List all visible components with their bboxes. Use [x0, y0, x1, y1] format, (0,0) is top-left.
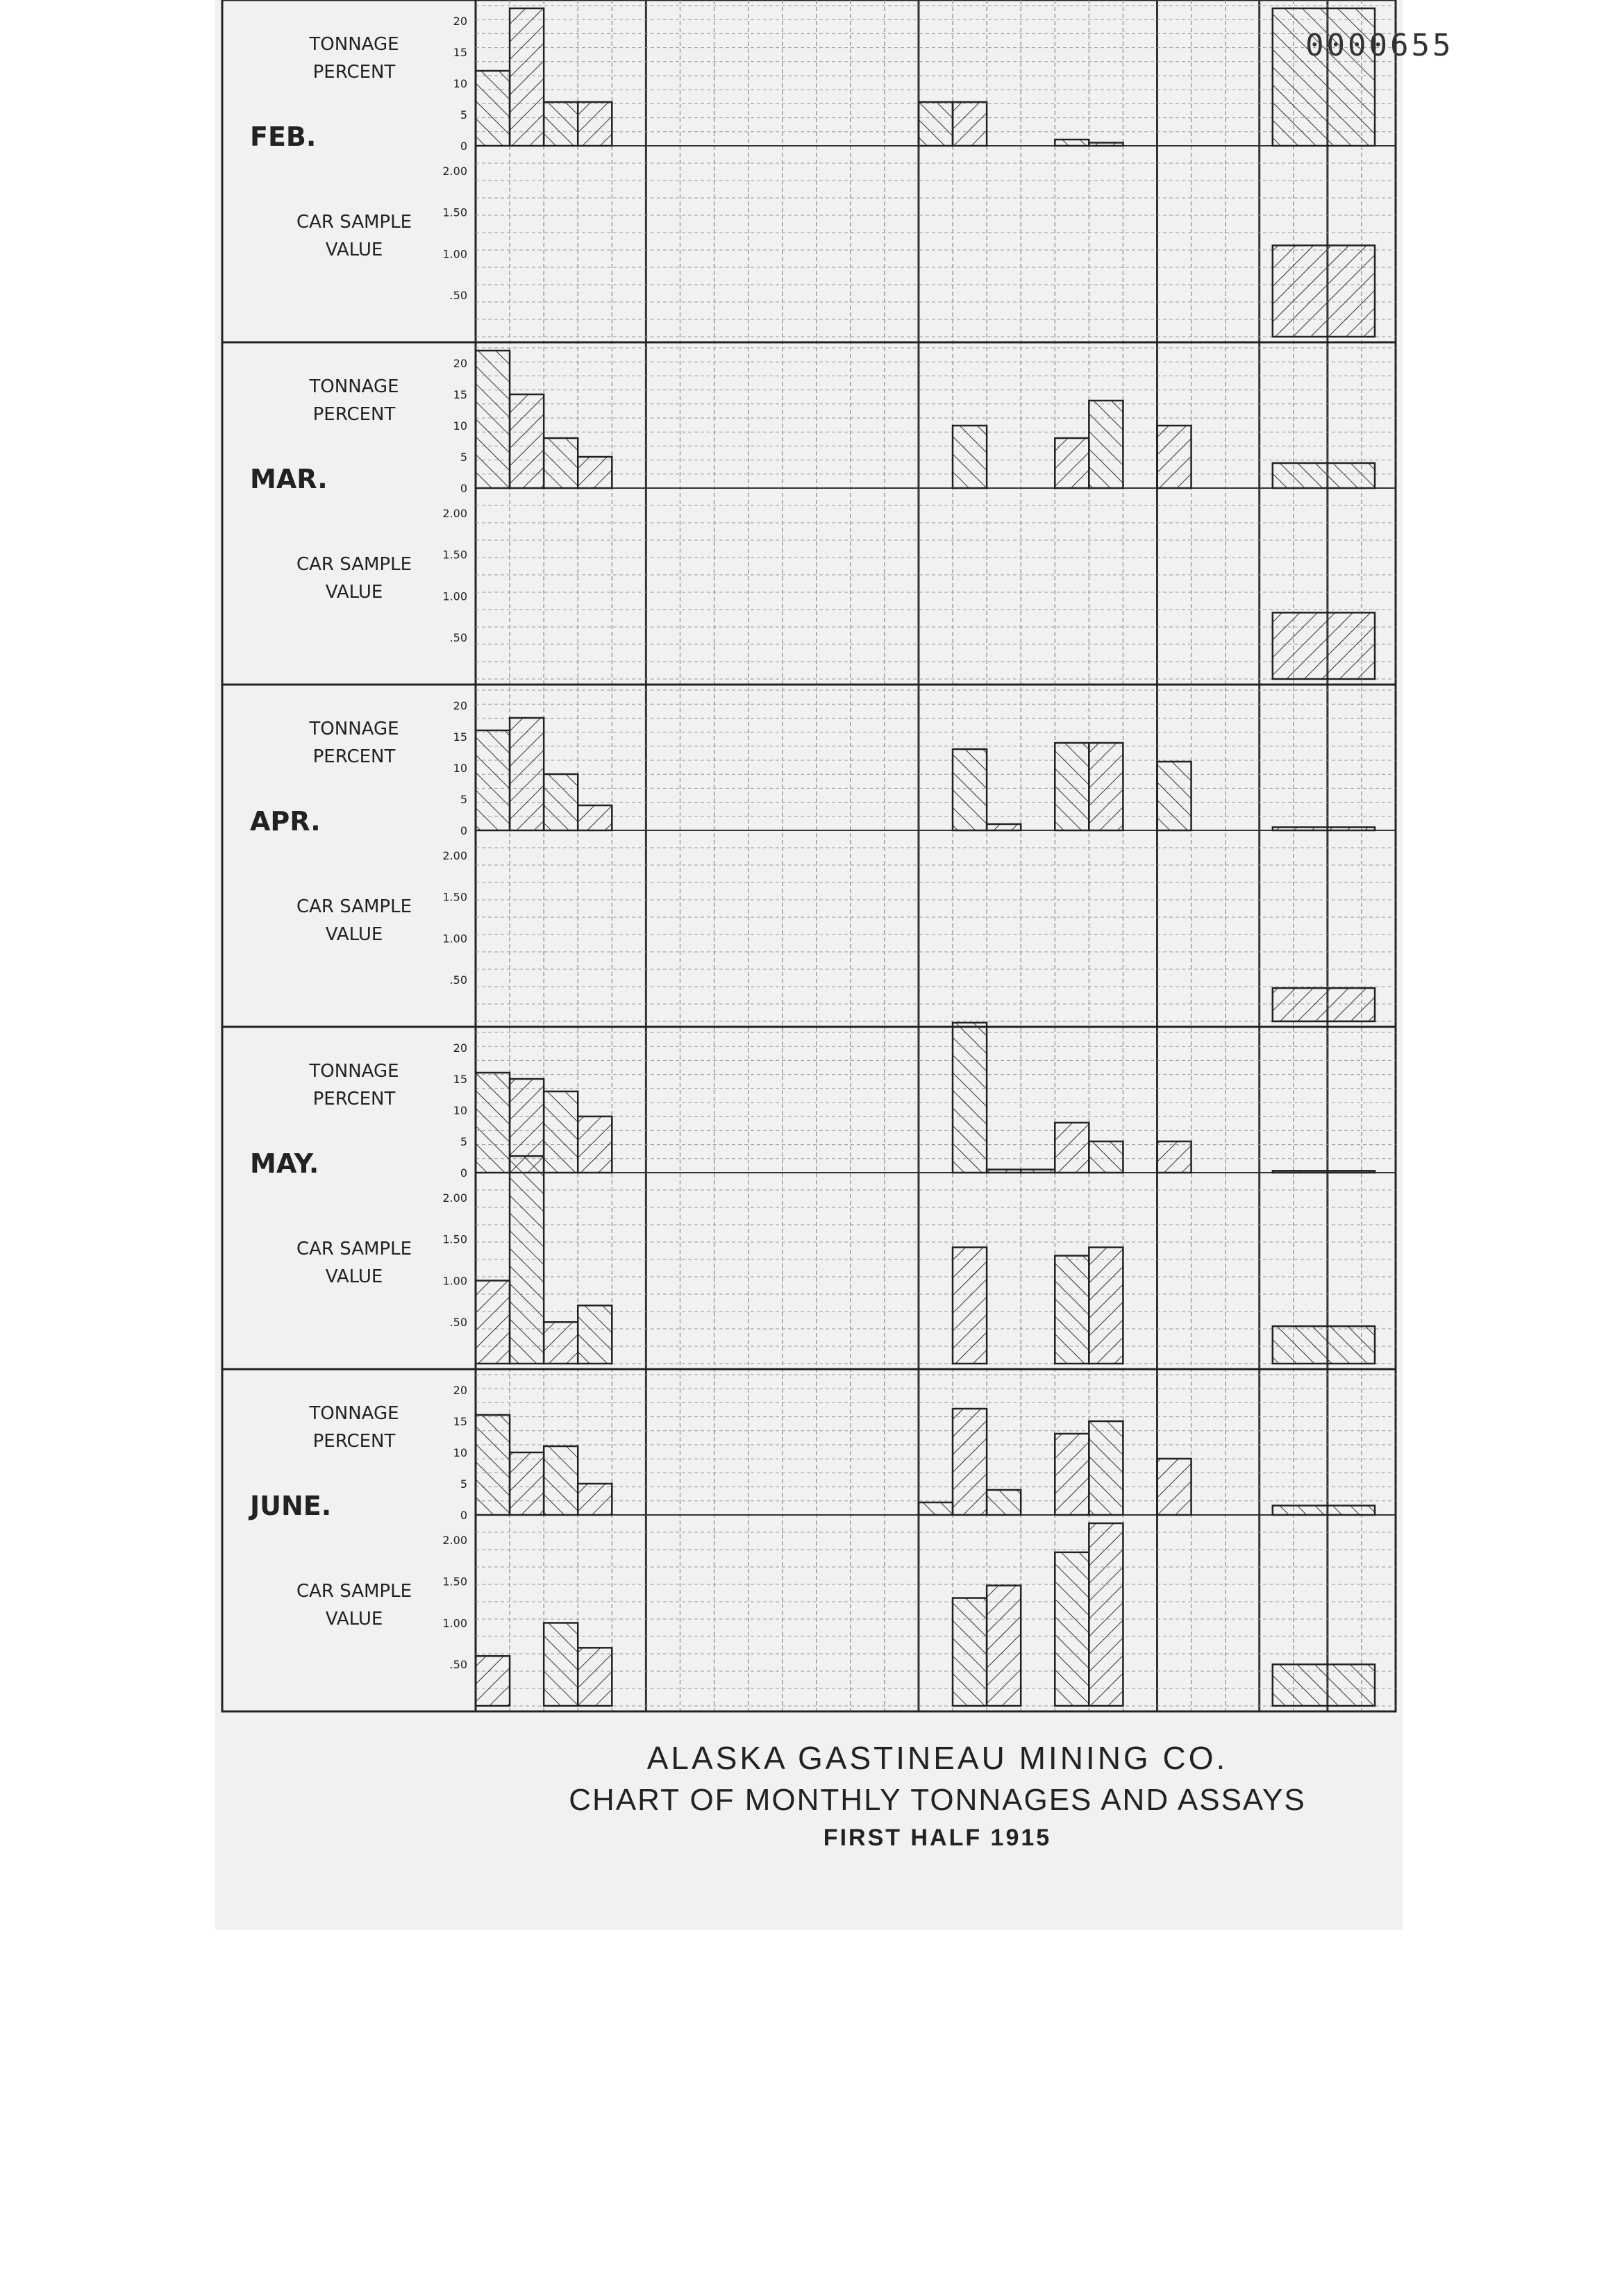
tonnage-bar — [1089, 1421, 1123, 1515]
tonnage-tick-label: 20 — [453, 699, 467, 712]
value-bar — [1273, 246, 1375, 337]
value-bar — [544, 1322, 578, 1364]
value-tick-label: 1.00 — [442, 1616, 467, 1630]
tonnage-bar — [544, 1446, 578, 1515]
tonnage-bar — [1055, 1434, 1089, 1515]
tonnage-tick-label: 15 — [453, 46, 467, 59]
tonnage-bar — [1055, 140, 1089, 146]
tonnage-bar — [1089, 401, 1123, 488]
value-row-label: CAR SAMPLE — [296, 896, 412, 917]
tonnage-tick-label: 20 — [453, 1041, 467, 1055]
tonnage-row-label: TONNAGE — [309, 719, 399, 739]
tonnage-bar — [476, 351, 510, 488]
value-tick-label: .50 — [449, 631, 467, 645]
tonnage-bar — [1273, 1171, 1375, 1173]
value-tick-label: 1.00 — [442, 589, 467, 603]
chart-canvas — [215, 0, 1403, 1930]
value-tick-label: 2.00 — [442, 848, 467, 862]
month-label: JUNE. — [250, 1491, 332, 1521]
value-tick-label: .50 — [449, 973, 467, 987]
value-tick-label: 1.00 — [442, 932, 467, 946]
tonnage-bar — [510, 394, 544, 488]
tonnage-bar — [1157, 1459, 1191, 1515]
tonnage-row-label: TONNAGE — [309, 1061, 399, 1082]
tonnage-bar — [1089, 743, 1123, 830]
tonnage-bar — [544, 1091, 578, 1173]
tonnage-row-label: TONNAGE — [309, 1403, 399, 1424]
tonnage-tick-label: 15 — [453, 730, 467, 744]
month-label: MAY. — [250, 1148, 319, 1179]
tonnage-bar — [1055, 743, 1089, 830]
value-bar — [953, 1598, 987, 1706]
value-bar — [1273, 1664, 1375, 1706]
tonnage-tick-label: 0 — [460, 1166, 467, 1180]
tonnage-bar — [1089, 143, 1123, 146]
value-tick-label: 1.50 — [442, 1232, 467, 1246]
value-row-label: CAR SAMPLE — [296, 1239, 412, 1259]
tonnage-tick-label: 0 — [460, 1509, 467, 1522]
tonnage-tick-label: 10 — [453, 762, 467, 775]
tonnage-bar — [544, 102, 578, 146]
value-tick-label: 2.00 — [442, 1191, 467, 1205]
tonnage-bar — [953, 426, 987, 488]
chart-sheet — [215, 0, 1454, 1930]
tonnage-tick-label: 0 — [460, 140, 467, 153]
tonnage-tick-label: 20 — [453, 357, 467, 370]
tonnage-bar — [476, 1073, 510, 1173]
month-label: APR. — [250, 806, 321, 837]
tonnage-bar — [987, 1490, 1021, 1515]
value-bar — [476, 1656, 510, 1706]
tonnage-tick-label: 5 — [460, 108, 467, 121]
tonnage-bar — [953, 1023, 987, 1173]
tonnage-bar — [476, 730, 510, 830]
tonnage-bar — [987, 824, 1021, 830]
tonnage-bar — [578, 805, 612, 830]
grid — [222, 0, 1396, 1711]
tonnage-bar — [1055, 1123, 1089, 1173]
tonnage-bar — [953, 1409, 987, 1515]
value-tick-label: 1.50 — [442, 890, 467, 904]
tonnage-tick-label: 15 — [453, 1415, 467, 1428]
value-bar — [1055, 1552, 1089, 1706]
value-row-label: VALUE — [325, 924, 383, 945]
tonnage-tick-label: 15 — [453, 1073, 467, 1086]
value-bar — [578, 1648, 612, 1706]
tonnage-bar — [578, 457, 612, 488]
tonnage-bar — [987, 1170, 1021, 1173]
value-bar — [510, 1156, 544, 1364]
tonnage-tick-label: 10 — [453, 1446, 467, 1459]
tonnage-bar — [1273, 1506, 1375, 1516]
tonnage-bar — [1273, 463, 1375, 488]
value-bar — [987, 1586, 1021, 1706]
tonnage-bar — [510, 1452, 544, 1515]
value-bar — [476, 1280, 510, 1364]
tonnage-bar — [1157, 762, 1191, 830]
chart-period: FIRST HALF 1915 — [823, 1825, 1052, 1851]
tonnage-bar — [476, 1415, 510, 1515]
tonnage-bar — [510, 8, 544, 146]
value-tick-label: 1.00 — [442, 247, 467, 261]
tonnage-bar — [578, 1484, 612, 1515]
value-tick-label: 2.00 — [442, 506, 467, 520]
tonnage-bar — [919, 102, 953, 146]
month-label: MAR. — [250, 464, 328, 494]
tonnage-row-label: PERCENT — [312, 1089, 396, 1109]
value-tick-label: .50 — [449, 1316, 467, 1330]
tonnage-row-label: TONNAGE — [309, 376, 399, 397]
tonnage-bar — [1157, 426, 1191, 488]
tonnage-tick-label: 20 — [453, 15, 467, 28]
value-row-label: CAR SAMPLE — [296, 1581, 412, 1602]
tonnage-bar — [578, 102, 612, 146]
value-row-label: VALUE — [325, 582, 383, 603]
tonnage-bar — [953, 749, 987, 830]
tonnage-bar — [510, 718, 544, 830]
value-tick-label: .50 — [449, 1658, 467, 1672]
value-bar — [1273, 612, 1375, 679]
value-tick-label: 1.50 — [442, 206, 467, 219]
chart-title: ALASKA GASTINEAU MINING CO. — [646, 1740, 1228, 1776]
tonnage-bar — [1157, 1141, 1191, 1173]
value-row-label: VALUE — [325, 1266, 383, 1287]
tonnage-bar — [919, 1502, 953, 1515]
tonnage-tick-label: 5 — [460, 451, 467, 464]
tonnage-tick-label: 10 — [453, 77, 467, 90]
value-row-label: CAR SAMPLE — [296, 212, 412, 233]
value-row-label: VALUE — [325, 1609, 383, 1629]
chart-subtitle: CHART OF MONTHLY TONNAGES AND ASSAYS — [569, 1783, 1306, 1817]
tonnage-row-label: TONNAGE — [309, 34, 399, 55]
tonnage-bar — [544, 438, 578, 488]
value-bar — [1273, 988, 1375, 1021]
tonnage-bar — [544, 774, 578, 830]
value-tick-label: 2.00 — [442, 164, 467, 178]
tonnage-bar — [953, 102, 987, 146]
tonnage-row-label: PERCENT — [312, 1431, 396, 1452]
value-bar — [1273, 1326, 1375, 1364]
value-bar — [544, 1623, 578, 1706]
tonnage-bar — [1273, 828, 1375, 831]
tonnage-bar — [1055, 438, 1089, 488]
tonnage-bar — [476, 71, 510, 146]
tonnage-tick-label: 5 — [460, 793, 467, 806]
value-bar — [953, 1248, 987, 1364]
document-number: 0000655 — [1305, 28, 1454, 63]
tonnage-tick-label: 0 — [460, 824, 467, 837]
tonnage-row-label: PERCENT — [312, 62, 396, 83]
tonnage-tick-label: 0 — [460, 482, 467, 495]
value-bar — [1089, 1248, 1123, 1364]
value-tick-label: 1.50 — [442, 1575, 467, 1589]
value-tick-label: 1.00 — [442, 1274, 467, 1288]
value-tick-label: 2.00 — [442, 1533, 467, 1547]
value-bar — [1089, 1523, 1123, 1706]
month-label: FEB. — [250, 121, 317, 152]
tonnage-row-label: PERCENT — [312, 746, 396, 767]
value-row-label: VALUE — [325, 240, 383, 260]
value-bar — [578, 1305, 612, 1364]
labels — [248, 15, 467, 1671]
tonnage-row-label: PERCENT — [312, 404, 396, 425]
value-row-label: CAR SAMPLE — [296, 554, 412, 575]
tonnage-bar — [1089, 1141, 1123, 1173]
tonnage-bar — [1021, 1170, 1055, 1173]
tonnage-tick-label: 5 — [460, 1135, 467, 1148]
chart-frame — [222, 0, 1396, 1711]
tonnage-tick-label: 15 — [453, 388, 467, 401]
tonnage-tick-label: 20 — [453, 1384, 467, 1397]
tonnage-tick-label: 10 — [453, 1104, 467, 1117]
value-tick-label: 1.50 — [442, 548, 467, 562]
tonnage-tick-label: 5 — [460, 1477, 467, 1491]
value-tick-label: .50 — [449, 289, 467, 303]
bars — [476, 8, 1375, 1706]
value-bar — [1055, 1256, 1089, 1364]
tonnage-bar — [578, 1116, 612, 1173]
tonnage-tick-label: 10 — [453, 419, 467, 433]
